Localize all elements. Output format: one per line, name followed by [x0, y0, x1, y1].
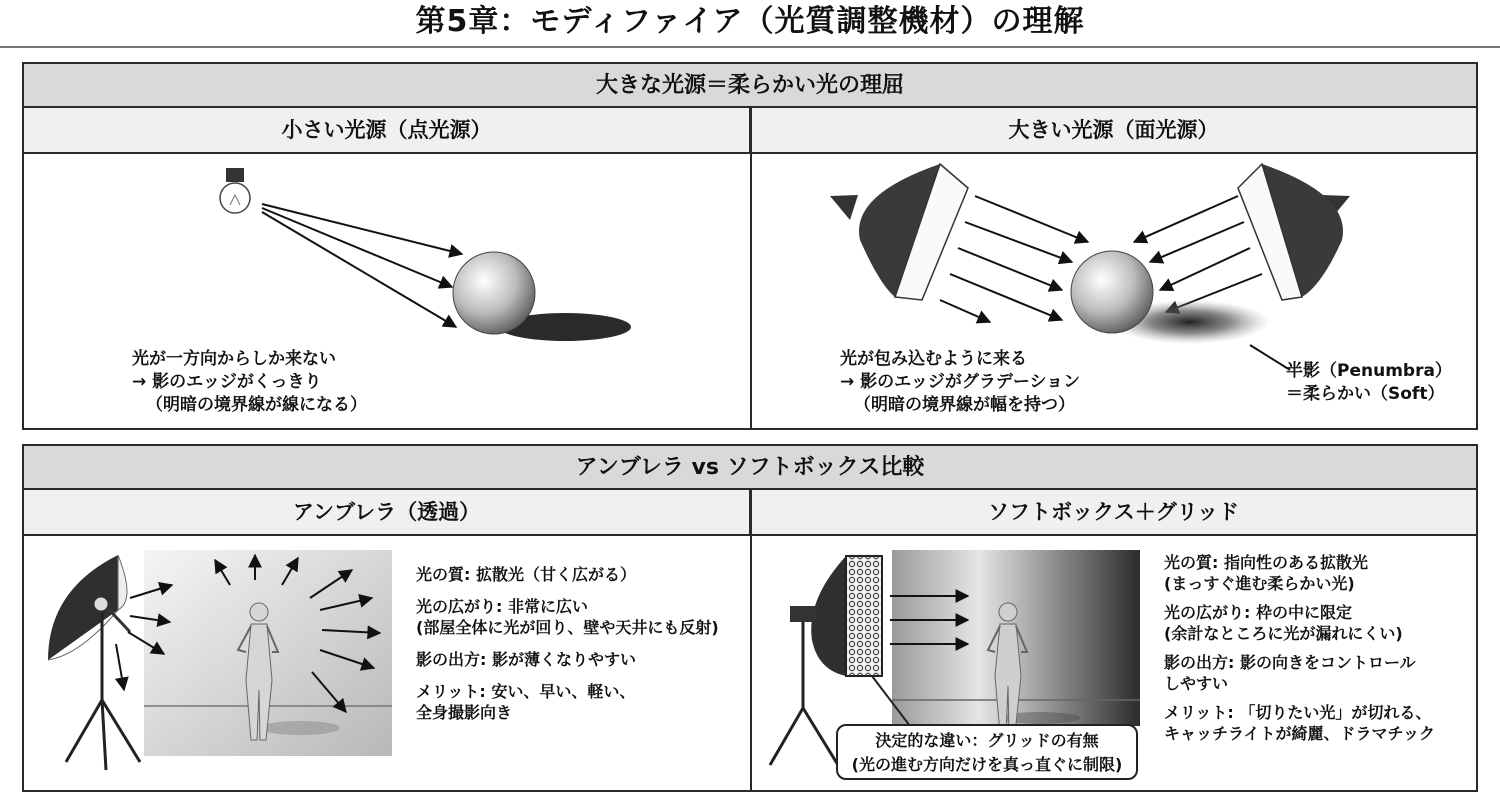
large-source-caption — [840, 348, 1080, 417]
sphere-left — [453, 252, 535, 334]
feature-text: 枠の中に限定 — [1255, 603, 1352, 622]
feature-item — [416, 596, 719, 638]
softbox-left-icon — [830, 164, 968, 300]
caption-line: → 影のエッジがくっきり — [132, 372, 322, 392]
large-source-title: 大きい光源（面光源） — [751, 108, 1476, 154]
feature-label: 光の広がり: — [416, 597, 503, 616]
feature-text: 指向性のある拡散光 — [1223, 553, 1368, 572]
feature-item — [1164, 702, 1435, 744]
softbox-features — [1164, 552, 1435, 744]
light-bulb-icon — [220, 168, 250, 213]
small-source-caption — [132, 348, 367, 417]
feature-detail: キャッチライトが綺麗、ドラマチック — [1164, 724, 1436, 743]
feature-item — [416, 649, 719, 670]
feature-label: 光の質: — [416, 565, 471, 584]
feature-text: 非常に広い — [507, 597, 588, 616]
feature-text: 影の向きをコントロール — [1239, 653, 1416, 672]
feature-label: 光の広がり: — [1164, 603, 1251, 622]
section-header: アンブレラ vs ソフトボックス比較 — [24, 446, 1476, 490]
feature-item — [416, 681, 719, 723]
section-header: 大きな光源＝柔らかい光の理屈 — [24, 64, 1476, 108]
feature-label: 光の質: — [1164, 553, 1219, 572]
softbox-right-icon — [1238, 164, 1350, 300]
feature-detail: しやすい — [1164, 674, 1229, 693]
penumbra-leader-line — [1250, 345, 1290, 370]
umbrella-title: アンブレラ（透過） — [24, 490, 751, 536]
caption-line: 光が一方向からしか来ない — [132, 349, 336, 369]
feature-text: 「切りたい光」が切れる、 — [1239, 703, 1432, 722]
caption-line: → 影のエッジがグラデーション — [840, 372, 1081, 392]
softbox-title: ソフトボックス＋グリッド — [751, 490, 1476, 536]
point-light-arrows — [262, 204, 462, 327]
feature-label: メリット: — [416, 682, 486, 701]
feature-text: 影が薄くなりやすい — [491, 650, 636, 669]
feature-item — [1164, 652, 1435, 694]
caption-line: 光が包み込むように来る — [840, 349, 1027, 369]
feature-item — [416, 564, 719, 585]
feature-label: メリット: — [1164, 703, 1234, 722]
feature-item — [1164, 552, 1435, 594]
page-title: 第5章：モディファイア（光質調整機材）の理解 — [415, 4, 1085, 39]
feature-label: 影の出方: — [1164, 653, 1235, 672]
umbrella-icon — [48, 555, 130, 660]
callout-line: (光の進む方向だけを真っ直ぐに制限) — [851, 755, 1123, 774]
small-source-title: 小さい光源（点光源） — [24, 108, 751, 154]
feature-text: 安い、早い、軽い、 — [491, 682, 636, 701]
feature-detail: (まっすぐ進む柔らかい光) — [1164, 574, 1355, 593]
caption-line: （明暗の境界線が線になる） — [146, 395, 367, 415]
sphere-right — [1071, 251, 1153, 333]
caption-line: （明暗の境界線が幅を持つ） — [854, 395, 1075, 415]
feature-detail: (余計なところに光が漏れにくい) — [1164, 624, 1403, 643]
feature-detail: (部屋全体に光が回り、壁や天井にも反射) — [416, 618, 719, 637]
caption-line: 半影（Penumbra） — [1286, 361, 1452, 381]
feature-item — [1164, 602, 1435, 644]
caption-line: ＝柔らかい（Soft） — [1286, 384, 1445, 404]
feature-detail: 全身撮影向き — [416, 703, 513, 722]
umbrella-features — [416, 564, 719, 734]
penumbra-label — [1286, 360, 1452, 406]
callout-line: 決定的な違い：グリッドの有無 — [875, 731, 1099, 750]
feature-label: 影の出方: — [416, 650, 487, 669]
grid-difference-callout — [836, 724, 1138, 780]
feature-text: 拡散光（甘く広がる） — [475, 565, 636, 584]
